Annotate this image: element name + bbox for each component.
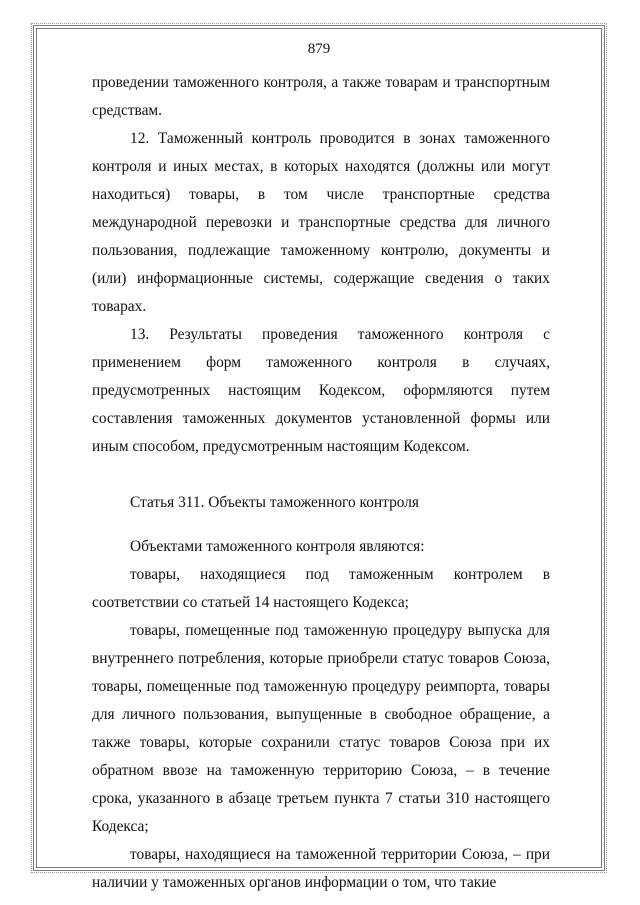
paragraph-object-3: товары, находящиеся на таможенной территории Союза, – при наличии у таможенных органов информации о том, что такие <box>92 846 550 891</box>
paragraph-intro: Объектами таможенного контроля являются: <box>130 538 425 555</box>
paragraph-continuation: проведении таможенного контроля, а также товарам и транспортным средствам. <box>92 74 550 119</box>
document-page <box>33 25 605 891</box>
page-number: 879 <box>307 41 331 57</box>
page-content <box>92 69 550 897</box>
article-heading: Статья 311. Объекты таможенного контроля <box>130 494 420 511</box>
paragraph-item-13: 13. Результаты проведения таможенного контроля с применением форм таможенного контроля в случаях, предусмотренных настоящим Кодексом, оформляются путем составления таможенных документов установленной формы или иным способом, предусмотренным настоящим Кодексом. <box>92 326 550 455</box>
paragraph-object-2: товары, помещенные под таможенную процедуру выпуска для внутреннего потребления, которые приобрели статус товаров Союза, товары, помещенные под таможенную процедуру реимпорта, товары для личного пользования, выпущенные в свободное обращение, а также товары, которые сохранили статус товаров Союза при их обратном ввозе на таможенную территорию Союза, – в течение срока, указанного в абзаце третьем пункта 7 статьи 310 настоящего Кодекса; <box>92 622 550 835</box>
paragraph-item-12: 12. Таможенный контроль проводится в зонах таможенного контроля и иных местах, в которых находятся (должны или могут находиться) товары, в том числе транспортные средства международной перевозки и транспортные средства для личного пользования, подлежащие таможенному контролю, документы и (или) информационные системы, содержащие сведения о таких товарах. <box>92 130 550 315</box>
paragraph-object-1: товары, находящиеся под таможенным контролем в соответствии со статьей 14 настоящего Кодекса; <box>92 566 550 611</box>
